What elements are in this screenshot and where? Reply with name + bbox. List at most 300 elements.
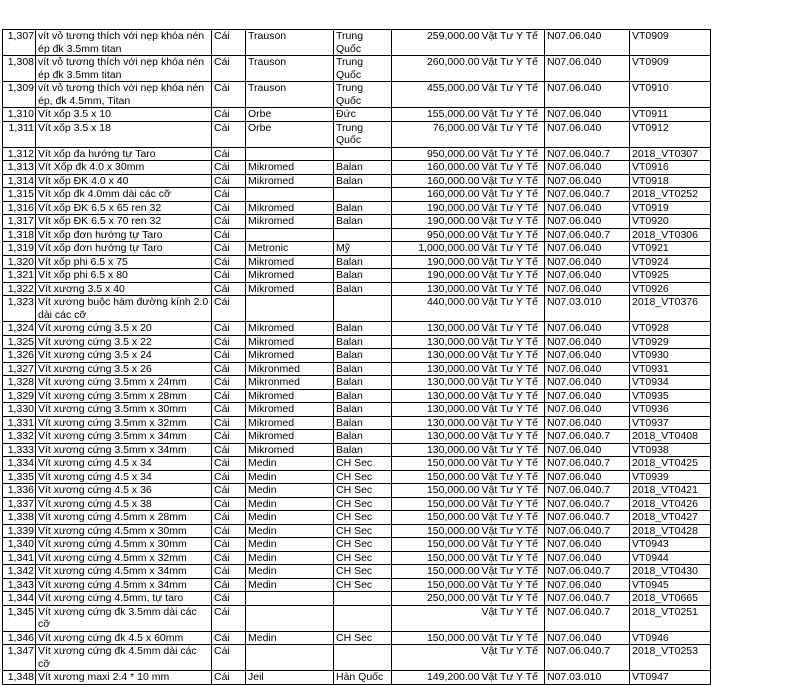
row-number-cell: 1,313 <box>3 161 36 175</box>
table-row <box>3 147 711 161</box>
reference-cell: 2018_VT0665 <box>630 592 711 606</box>
manufacturer-cell: Mikromed <box>246 161 334 175</box>
table-row <box>3 470 711 484</box>
price-cell: 190,000.00 <box>392 269 480 283</box>
origin-cell: Trung Quốc <box>334 30 392 56</box>
category-cell: Vật Tư Y Tế <box>480 443 545 457</box>
category-cell: Vật Tư Y Tế <box>480 457 545 471</box>
origin-cell: Balan <box>334 362 392 376</box>
table-row <box>3 362 711 376</box>
price-cell: 250,000.00 <box>392 592 480 606</box>
item-name-cell: Vít xương cứng 3.5mm x 34mm <box>36 430 212 444</box>
code-cell: N07.06.040 <box>545 56 630 82</box>
table-row <box>3 201 711 215</box>
code-cell: N07.06.040 <box>545 578 630 592</box>
manufacturer-cell: Mikromed <box>246 416 334 430</box>
price-cell: 150,000.00 <box>392 551 480 565</box>
item-name-cell: Vít xương cứng đk 4.5 x 60mm <box>36 631 212 645</box>
manufacturer-cell: Orbe <box>246 121 334 147</box>
item-name-cell: Vít xốp 3.5 x 18 <box>36 121 212 147</box>
row-number-cell: 1,337 <box>3 497 36 511</box>
category-cell: Vật Tư Y Tế <box>480 605 545 631</box>
price-cell: 150,000.00 <box>392 511 480 525</box>
category-cell: Vật Tư Y Tế <box>480 376 545 390</box>
code-cell: N07.06.040 <box>545 174 630 188</box>
manufacturer-cell: Mikronmed <box>246 362 334 376</box>
reference-cell: 2018_VT0307 <box>630 147 711 161</box>
price-cell: 150,000.00 <box>392 497 480 511</box>
price-cell: 150,000.00 <box>392 578 480 592</box>
item-name-cell: Vít xương cứng 4.5mm, tự taro <box>36 592 212 606</box>
category-cell: Vật Tư Y Tế <box>480 82 545 108</box>
reference-cell: VT0937 <box>630 416 711 430</box>
item-name-cell: Vít Xốp đk 4.0 x 30mm <box>36 161 212 175</box>
manufacturer-cell <box>246 296 334 322</box>
manufacturer-cell: Medin <box>246 511 334 525</box>
row-number-cell: 1,330 <box>3 403 36 417</box>
table-row <box>3 335 711 349</box>
item-name-cell: Vít xương cứng 4.5mm x 34mm <box>36 578 212 592</box>
price-cell: 130,000.00 <box>392 403 480 417</box>
price-cell: 950,000.00 <box>392 147 480 161</box>
manufacturer-cell: Trauson <box>246 82 334 108</box>
row-number-cell: 1,348 <box>3 671 36 685</box>
category-cell: Vật Tư Y Tế <box>480 255 545 269</box>
item-name-cell: Vít xương cứng 4.5mm x 34mm <box>36 565 212 579</box>
origin-cell: Balan <box>334 443 392 457</box>
manufacturer-cell: Mikromed <box>246 174 334 188</box>
price-cell: 160,000.00 <box>392 174 480 188</box>
origin-cell: Mỹ <box>334 242 392 256</box>
origin-cell: Balan <box>334 416 392 430</box>
row-number-cell: 1,310 <box>3 108 36 122</box>
unit-cell: Cái <box>212 470 246 484</box>
item-name-cell: Vít xốp đơn hướng tự Taro <box>36 242 212 256</box>
manufacturer-cell <box>246 592 334 606</box>
manufacturer-cell: Mikromed <box>246 335 334 349</box>
code-cell: N07.06.040 <box>545 389 630 403</box>
category-cell: Vật Tư Y Tế <box>480 631 545 645</box>
origin-cell <box>334 296 392 322</box>
unit-cell: Cái <box>212 671 246 685</box>
item-name-cell: Vít xương cứng đk 3.5mm dài các cỡ <box>36 605 212 631</box>
reference-cell: 2018_VT0426 <box>630 497 711 511</box>
manufacturer-cell: Mikronmed <box>246 376 334 390</box>
code-cell: N07.06.040.7 <box>545 511 630 525</box>
code-cell: N07.06.040 <box>545 108 630 122</box>
unit-cell: Cái <box>212 645 246 671</box>
row-number-cell: 1,334 <box>3 457 36 471</box>
reference-cell: 2018_VT0425 <box>630 457 711 471</box>
category-cell: Vật Tư Y Tế <box>480 511 545 525</box>
reference-cell: VT0909 <box>630 30 711 56</box>
code-cell: N07.06.040.7 <box>545 188 630 202</box>
category-cell: Vật Tư Y Tế <box>480 282 545 296</box>
reference-cell: VT0945 <box>630 578 711 592</box>
manufacturer-cell <box>246 645 334 671</box>
reference-cell: VT0918 <box>630 174 711 188</box>
code-cell: N07.06.040 <box>545 255 630 269</box>
reference-cell: 2018_VT0376 <box>630 296 711 322</box>
reference-cell: VT0944 <box>630 551 711 565</box>
code-cell: N07.06.040.7 <box>545 430 630 444</box>
category-cell: Vật Tư Y Tế <box>480 524 545 538</box>
reference-cell: VT0909 <box>630 56 711 82</box>
code-cell: N07.06.040 <box>545 269 630 283</box>
category-cell: Vật Tư Y Tế <box>480 188 545 202</box>
item-name-cell: Vít xương cứng 3.5 x 22 <box>36 335 212 349</box>
code-cell: N07.06.040 <box>545 349 630 363</box>
code-cell: N07.06.040 <box>545 82 630 108</box>
manufacturer-cell: Orbe <box>246 108 334 122</box>
category-cell: Vật Tư Y Tế <box>480 645 545 671</box>
row-number-cell: 1,316 <box>3 201 36 215</box>
row-number-cell: 1,343 <box>3 578 36 592</box>
table-row <box>3 416 711 430</box>
origin-cell: Balan <box>334 161 392 175</box>
item-name-cell: vít vỏ tương thích với nẹp khóa nén ép đk 3.5mm titan <box>36 30 212 56</box>
manufacturer-cell: Medin <box>246 565 334 579</box>
manufacturer-cell: Medin <box>246 457 334 471</box>
price-cell: 455,000.00 <box>392 82 480 108</box>
manufacturer-cell: Mikromed <box>246 443 334 457</box>
manufacturer-cell: Medin <box>246 497 334 511</box>
table-row <box>3 645 711 671</box>
table-row <box>3 215 711 229</box>
table-row <box>3 592 711 606</box>
table-row <box>3 349 711 363</box>
origin-cell: CH Sec <box>334 511 392 525</box>
origin-cell: Trung Quốc <box>334 82 392 108</box>
code-cell: N07.06.040 <box>545 403 630 417</box>
code-cell: N07.06.040 <box>545 443 630 457</box>
category-cell: Vật Tư Y Tế <box>480 592 545 606</box>
row-number-cell: 1,309 <box>3 82 36 108</box>
item-name-cell: Vít xương cứng 3.5mm x 30mm <box>36 403 212 417</box>
category-cell: Vật Tư Y Tế <box>480 30 545 56</box>
reference-cell: VT0921 <box>630 242 711 256</box>
code-cell: N07.06.040 <box>545 282 630 296</box>
table-row <box>3 403 711 417</box>
manufacturer-cell: Medin <box>246 631 334 645</box>
row-number-cell: 1,341 <box>3 551 36 565</box>
table-row <box>3 524 711 538</box>
price-cell: 149,200.00 <box>392 671 480 685</box>
manufacturer-cell: Mikromed <box>246 215 334 229</box>
row-number-cell: 1,317 <box>3 215 36 229</box>
manufacturer-cell: Medin <box>246 524 334 538</box>
table-row <box>3 242 711 256</box>
price-cell: 259,000.00 <box>392 30 480 56</box>
price-cell: 190,000.00 <box>392 215 480 229</box>
reference-cell: VT0916 <box>630 161 711 175</box>
manufacturer-cell <box>246 228 334 242</box>
row-number-cell: 1,346 <box>3 631 36 645</box>
reference-cell: 2018_VT0408 <box>630 430 711 444</box>
unit-cell: Cái <box>212 362 246 376</box>
unit-cell: Cái <box>212 269 246 283</box>
table-row <box>3 389 711 403</box>
unit-cell: Cái <box>212 108 246 122</box>
table-row <box>3 497 711 511</box>
manufacturer-cell <box>246 147 334 161</box>
manufacturer-cell: Mikromed <box>246 201 334 215</box>
unit-cell: Cái <box>212 322 246 336</box>
category-cell: Vật Tư Y Tế <box>480 121 545 147</box>
item-name-cell: Vít xương cứng 4.5mm x 28mm <box>36 511 212 525</box>
category-cell: Vật Tư Y Tế <box>480 269 545 283</box>
category-cell: Vật Tư Y Tế <box>480 322 545 336</box>
unit-cell: Cái <box>212 376 246 390</box>
origin-cell: CH Sec <box>334 631 392 645</box>
code-cell: N07.06.040.7 <box>545 605 630 631</box>
reference-cell: VT0911 <box>630 108 711 122</box>
table-row <box>3 56 711 82</box>
price-cell: 160,000.00 <box>392 188 480 202</box>
row-number-cell: 1,322 <box>3 282 36 296</box>
price-cell: 130,000.00 <box>392 322 480 336</box>
row-number-cell: 1,311 <box>3 121 36 147</box>
unit-cell: Cái <box>212 215 246 229</box>
manufacturer-cell <box>246 188 334 202</box>
table-row <box>3 296 711 322</box>
item-name-cell: Vít xốp ĐK 6.5 x 70 ren 32 <box>36 215 212 229</box>
reference-cell: VT0946 <box>630 631 711 645</box>
row-number-cell: 1,345 <box>3 605 36 631</box>
reference-cell: 2018_VT0427 <box>630 511 711 525</box>
row-number-cell: 1,347 <box>3 645 36 671</box>
manufacturer-cell: Mikromed <box>246 389 334 403</box>
price-cell: 260,000.00 <box>392 56 480 82</box>
item-name-cell: Vít xốp đa hướng tự Taro <box>36 147 212 161</box>
origin-cell <box>334 147 392 161</box>
item-name-cell: Vít xương cứng 4.5 x 34 <box>36 457 212 471</box>
row-number-cell: 1,308 <box>3 56 36 82</box>
category-cell: Vật Tư Y Tế <box>480 228 545 242</box>
manufacturer-cell: Trauson <box>246 30 334 56</box>
row-number-cell: 1,329 <box>3 389 36 403</box>
code-cell: N07.06.040 <box>545 362 630 376</box>
row-number-cell: 1,319 <box>3 242 36 256</box>
price-cell: 150,000.00 <box>392 631 480 645</box>
row-number-cell: 1,315 <box>3 188 36 202</box>
row-number-cell: 1,327 <box>3 362 36 376</box>
table-row <box>3 457 711 471</box>
price-cell: 160,000.00 <box>392 161 480 175</box>
manufacturer-cell: Trauson <box>246 56 334 82</box>
category-cell: Vật Tư Y Tế <box>480 416 545 430</box>
reference-cell: 2018_VT0421 <box>630 484 711 498</box>
manufacturer-cell: Mikromed <box>246 349 334 363</box>
price-list-table <box>2 29 711 685</box>
unit-cell: Cái <box>212 484 246 498</box>
item-name-cell: Vít xốp ĐK 4.0 x 40 <box>36 174 212 188</box>
item-name-cell: Vít xương cứng 3.5 x 26 <box>36 362 212 376</box>
item-name-cell: Vít xương cứng 4.5 x 34 <box>36 470 212 484</box>
category-cell: Vật Tư Y Tế <box>480 147 545 161</box>
table-row <box>3 631 711 645</box>
unit-cell: Cái <box>212 161 246 175</box>
row-number-cell: 1,331 <box>3 416 36 430</box>
reference-cell: VT0936 <box>630 403 711 417</box>
reference-cell: VT0939 <box>630 470 711 484</box>
category-cell: Vật Tư Y Tế <box>480 108 545 122</box>
price-cell: 76,000.00 <box>392 121 480 147</box>
category-cell: Vật Tư Y Tế <box>480 497 545 511</box>
row-number-cell: 1,314 <box>3 174 36 188</box>
table-row <box>3 565 711 579</box>
category-cell: Vật Tư Y Tế <box>480 430 545 444</box>
category-cell: Vật Tư Y Tế <box>480 362 545 376</box>
table-row <box>3 174 711 188</box>
category-cell: Vật Tư Y Tế <box>480 56 545 82</box>
origin-cell: Balan <box>334 201 392 215</box>
reference-cell: VT0925 <box>630 269 711 283</box>
table-row <box>3 443 711 457</box>
unit-cell: Cái <box>212 443 246 457</box>
unit-cell: Cái <box>212 56 246 82</box>
origin-cell: Balan <box>334 269 392 283</box>
origin-cell: Đức <box>334 108 392 122</box>
item-name-cell: Vít xốp phi 6.5 x 80 <box>36 269 212 283</box>
unit-cell: Cái <box>212 430 246 444</box>
category-cell: Vật Tư Y Tế <box>480 565 545 579</box>
unit-cell: Cái <box>212 147 246 161</box>
table-row <box>3 551 711 565</box>
category-cell: Vật Tư Y Tế <box>480 389 545 403</box>
origin-cell: CH Sec <box>334 565 392 579</box>
unit-cell: Cái <box>212 349 246 363</box>
code-cell: N07.06.040.7 <box>545 228 630 242</box>
price-cell: 190,000.00 <box>392 201 480 215</box>
reference-cell: VT0935 <box>630 389 711 403</box>
code-cell: N07.06.040.7 <box>545 497 630 511</box>
price-cell: 130,000.00 <box>392 416 480 430</box>
category-cell: Vật Tư Y Tế <box>480 335 545 349</box>
unit-cell: Cái <box>212 538 246 552</box>
unit-cell: Cái <box>212 228 246 242</box>
row-number-cell: 1,321 <box>3 269 36 283</box>
unit-cell: Cái <box>212 403 246 417</box>
origin-cell: CH Sec <box>334 524 392 538</box>
row-number-cell: 1,340 <box>3 538 36 552</box>
category-cell: Vật Tư Y Tế <box>480 551 545 565</box>
manufacturer-cell: Medin <box>246 484 334 498</box>
unit-cell: Cái <box>212 255 246 269</box>
row-number-cell: 1,342 <box>3 565 36 579</box>
unit-cell: Cái <box>212 524 246 538</box>
manufacturer-cell: Mikromed <box>246 255 334 269</box>
code-cell: N07.06.040.7 <box>545 484 630 498</box>
unit-cell: Cái <box>212 282 246 296</box>
category-cell: Vật Tư Y Tế <box>480 174 545 188</box>
item-name-cell: Vít xốp 3.5 x 10 <box>36 108 212 122</box>
table-row <box>3 188 711 202</box>
origin-cell: Balan <box>334 215 392 229</box>
category-cell: Vật Tư Y Tế <box>480 349 545 363</box>
row-number-cell: 1,323 <box>3 296 36 322</box>
code-cell: N07.06.040 <box>545 121 630 147</box>
price-cell: 130,000.00 <box>392 335 480 349</box>
reference-cell: VT0947 <box>630 671 711 685</box>
item-name-cell: Vít xốp phi 6.5 x 75 <box>36 255 212 269</box>
table-row <box>3 671 711 685</box>
code-cell: N07.06.040 <box>545 242 630 256</box>
origin-cell <box>334 645 392 671</box>
reference-cell: 2018_VT0306 <box>630 228 711 242</box>
item-name-cell: Vít xương cứng 3.5 x 20 <box>36 322 212 336</box>
table-row <box>3 121 711 147</box>
unit-cell: Cái <box>212 592 246 606</box>
price-cell: 130,000.00 <box>392 282 480 296</box>
origin-cell: CH Sec <box>334 457 392 471</box>
unit-cell: Cái <box>212 631 246 645</box>
manufacturer-cell: Medin <box>246 538 334 552</box>
price-cell: 1,000,000.00 <box>392 242 480 256</box>
table-row <box>3 484 711 498</box>
manufacturer-cell: Mikromed <box>246 430 334 444</box>
code-cell: N07.06.040 <box>545 161 630 175</box>
unit-cell: Cái <box>212 578 246 592</box>
origin-cell: Balan <box>334 174 392 188</box>
manufacturer-cell: Metronic <box>246 242 334 256</box>
item-name-cell: Vít xương cứng đk 4.5mm dài các cỡ <box>36 645 212 671</box>
code-cell: N07.06.040 <box>545 376 630 390</box>
code-cell: N07.06.040 <box>545 335 630 349</box>
unit-cell: Cái <box>212 296 246 322</box>
row-number-cell: 1,335 <box>3 470 36 484</box>
item-name-cell: Vít xương cứng 3.5mm x 24mm <box>36 376 212 390</box>
origin-cell: CH Sec <box>334 484 392 498</box>
origin-cell: Balan <box>334 282 392 296</box>
reference-cell: VT0929 <box>630 335 711 349</box>
unit-cell: Cái <box>212 511 246 525</box>
category-cell: Vật Tư Y Tế <box>480 484 545 498</box>
unit-cell: Cái <box>212 121 246 147</box>
origin-cell: CH Sec <box>334 538 392 552</box>
origin-cell: Balan <box>334 430 392 444</box>
row-number-cell: 1,344 <box>3 592 36 606</box>
item-name-cell: Vít xương cứng 4.5mm x 30mm <box>36 538 212 552</box>
price-cell: 150,000.00 <box>392 457 480 471</box>
reference-cell: VT0931 <box>630 362 711 376</box>
price-cell: 150,000.00 <box>392 524 480 538</box>
unit-cell: Cái <box>212 335 246 349</box>
origin-cell: CH Sec <box>334 551 392 565</box>
price-cell: 130,000.00 <box>392 443 480 457</box>
manufacturer-cell: Mikromed <box>246 403 334 417</box>
table-row <box>3 578 711 592</box>
price-cell: 190,000.00 <box>392 255 480 269</box>
category-cell: Vật Tư Y Tế <box>480 470 545 484</box>
code-cell: N07.06.040.7 <box>545 592 630 606</box>
table-body <box>3 30 711 685</box>
table-row <box>3 161 711 175</box>
table-row <box>3 82 711 108</box>
origin-cell <box>334 592 392 606</box>
price-cell <box>392 605 480 631</box>
origin-cell: Balan <box>334 403 392 417</box>
price-cell: 150,000.00 <box>392 484 480 498</box>
item-name-cell: Vít xốp đk 4.0mm dài các cỡ <box>36 188 212 202</box>
unit-cell: Cái <box>212 551 246 565</box>
reference-cell: 2018_VT0253 <box>630 645 711 671</box>
reference-cell: VT0930 <box>630 349 711 363</box>
reference-cell: VT0926 <box>630 282 711 296</box>
row-number-cell: 1,333 <box>3 443 36 457</box>
origin-cell: Balan <box>334 389 392 403</box>
price-cell: 150,000.00 <box>392 565 480 579</box>
